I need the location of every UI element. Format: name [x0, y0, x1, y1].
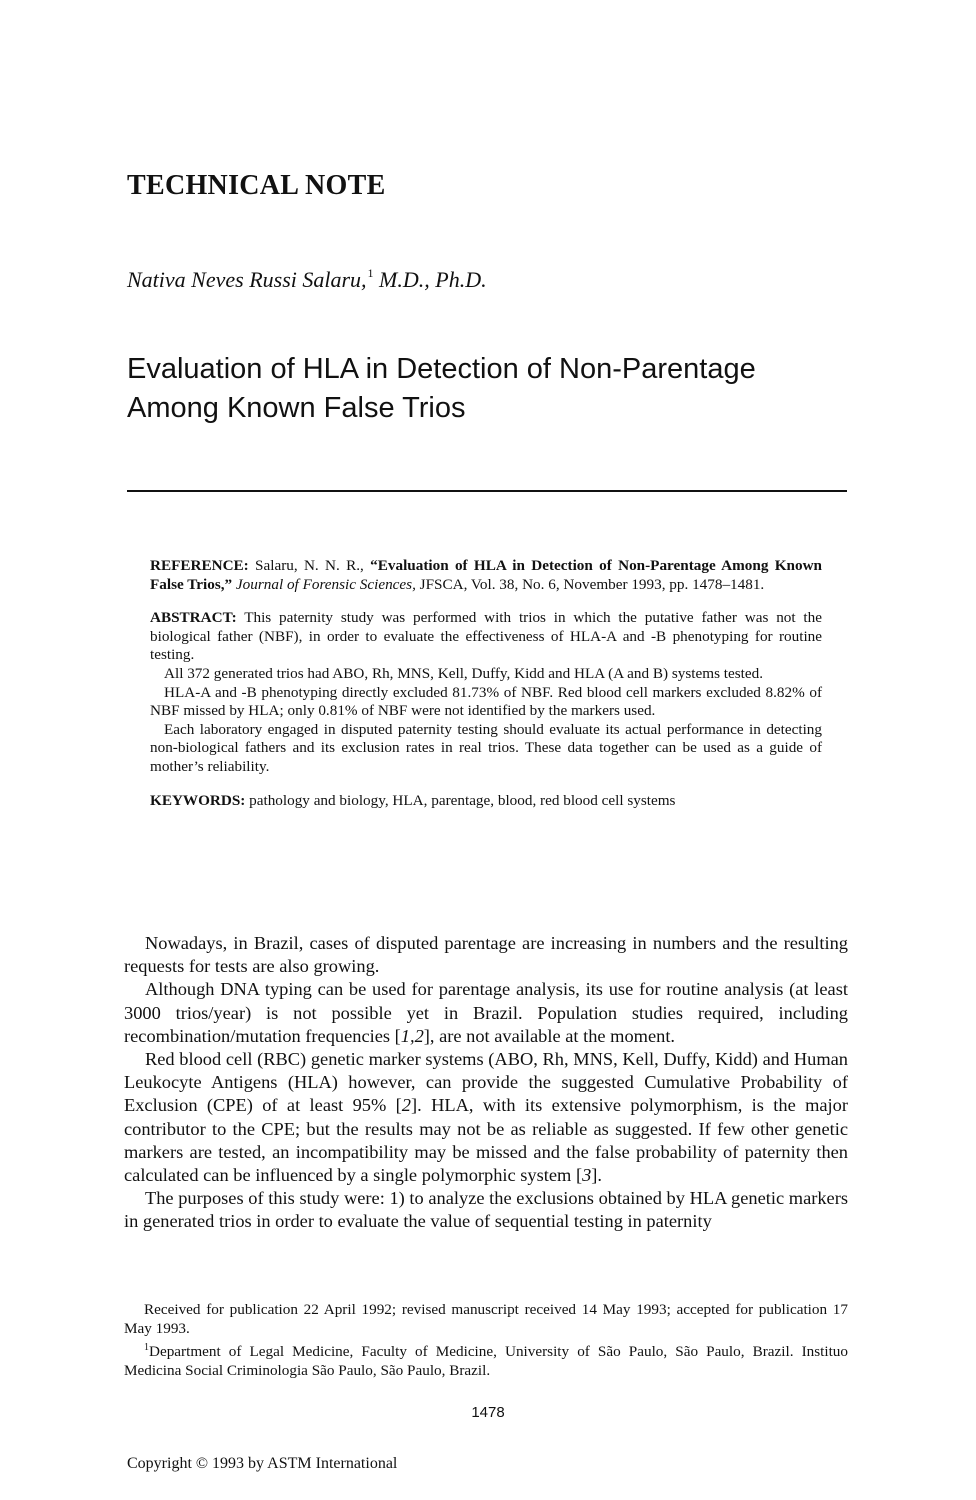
abstract-paragraph-4: Each laboratory engaged in disputed paternity testing should evaluate its actual performance in detecting non-biological fathers and its exclusion rates in real trios. These data together can be used as a guide of mother’s reliability. [150, 720, 822, 775]
section-label: TECHNICAL NOTE [127, 170, 386, 201]
reference-article-title: “Evaluation of HLA in Detection of Non-Parentage Among Known False Trios,” [150, 557, 823, 593]
body-p3-text-c: ]. [591, 1165, 603, 1186]
affiliation-mark: 1 [144, 1342, 149, 1353]
keywords-label: KEYWORDS: [150, 791, 246, 809]
abstract-paragraph-1 [150, 609, 822, 665]
reference-paragraph [150, 557, 822, 594]
body-text [124, 932, 848, 1234]
author-line [127, 266, 487, 293]
citation-ref: 1,2 [400, 1025, 424, 1046]
abstract-label: ABSTRACT: [150, 609, 237, 627]
body-p2-text-b: ], are not available at the moment. [423, 1025, 676, 1046]
body-paragraph-1: Nowadays, in Brazil, cases of disputed parentage are increasing in numbers and the resulting requests for tests are also growing. [124, 933, 848, 977]
abstract-text-1: This paternity study was performed with trios in which the putative father was not the biological father (NBF), in order to evaluate the effectiveness of HLA-A and -B phenotyping for routine testing. [150, 609, 822, 664]
author-degrees: M.D., Ph.D. [379, 267, 487, 292]
keywords-paragraph [150, 792, 822, 811]
author-name: Nativa Neves Russi Salaru, [127, 267, 367, 292]
affiliation-text: Department of Legal Medicine, Faculty of Medicine, University of São Paulo, São Paulo, Brazil. Instituo Medicina Social Criminologia São Paulo, São Paulo, Brazil. [124, 1343, 848, 1380]
body-paragraph-3 [124, 1048, 848, 1187]
abstract-paragraph-2: All 372 generated trios had ABO, Rh, MNS, Kell, Duffy, Kidd and HLA (A and B) systems tested. [164, 664, 763, 682]
title-line-2: Among Known False Trios [127, 392, 466, 424]
affiliation-note [124, 1338, 848, 1380]
footnotes [124, 1300, 848, 1380]
copyright-notice: Copyright © 1993 by ASTM International [127, 1455, 398, 1472]
abstract-block [150, 557, 822, 810]
title-line-1: Evaluation of HLA in Detection of Non-Parentage [127, 353, 756, 385]
body-p2-text-a: Although DNA typing can be used for parentage analysis, its use for routine analysis (at least 3000 trios/year) is not possible yet in Brazil. Population studies required, including recombination/mutation frequencies [ [124, 979, 848, 1046]
reference-journal: Journal of Forensic Sciences, [235, 575, 416, 593]
received-note: Received for publication 22 April 1992; revised manuscript received 14 May 1993; accepted for publication 17 May 1993. [124, 1301, 848, 1337]
reference-authors: Salaru, N. N. R., [255, 557, 364, 574]
title-divider [127, 490, 847, 492]
page-number: 1478 [471, 1404, 505, 1421]
reference-details: JFSCA, Vol. 38, No. 6, November 1993, pp. 1478–1481. [419, 575, 765, 593]
citation-ref: 2 [401, 1095, 411, 1116]
reference-label: REFERENCE: [150, 557, 249, 574]
body-p3-text-b: ]. HLA, with its extensive polymorphism, is the major contributor to the CPE; but the results may not be as reliable as suggested. If few other genetic markers are tested, an incompatibility may be missed and the false probability of paternity then calculated can be influenced by a single polymorphic system [ [124, 1095, 848, 1186]
author-footnote-mark: 1 [367, 266, 374, 280]
article-title [127, 350, 867, 428]
abstract-paragraph-3: HLA-A and -B phenotyping directly excluded 81.73% of NBF. Red blood cell markers excluded 8.82% of NBF missed by HLA; only 0.81% of NBF were not identified by the markers used. [150, 683, 822, 720]
citation-ref: 3 [582, 1165, 592, 1186]
body-p3-text-a: Red blood cell (RBC) genetic marker systems (ABO, Rh, MNS, Kell, Duffy, Kidd) and Human Leukocyte Antigens (HLA) however, can provide the suggested Cumulative Probability of Exclusion (CPE) of at least 95% [ [124, 1049, 848, 1116]
keywords-text: pathology and biology, HLA, parentage, blood, red blood cell systems [249, 791, 676, 809]
body-paragraph-4: The purposes of this study were: 1) to analyze the exclusions obtained by HLA genetic markers in generated trios in order to evaluate the value of sequential testing in paternity [124, 1188, 848, 1232]
body-paragraph-2 [124, 978, 848, 1048]
